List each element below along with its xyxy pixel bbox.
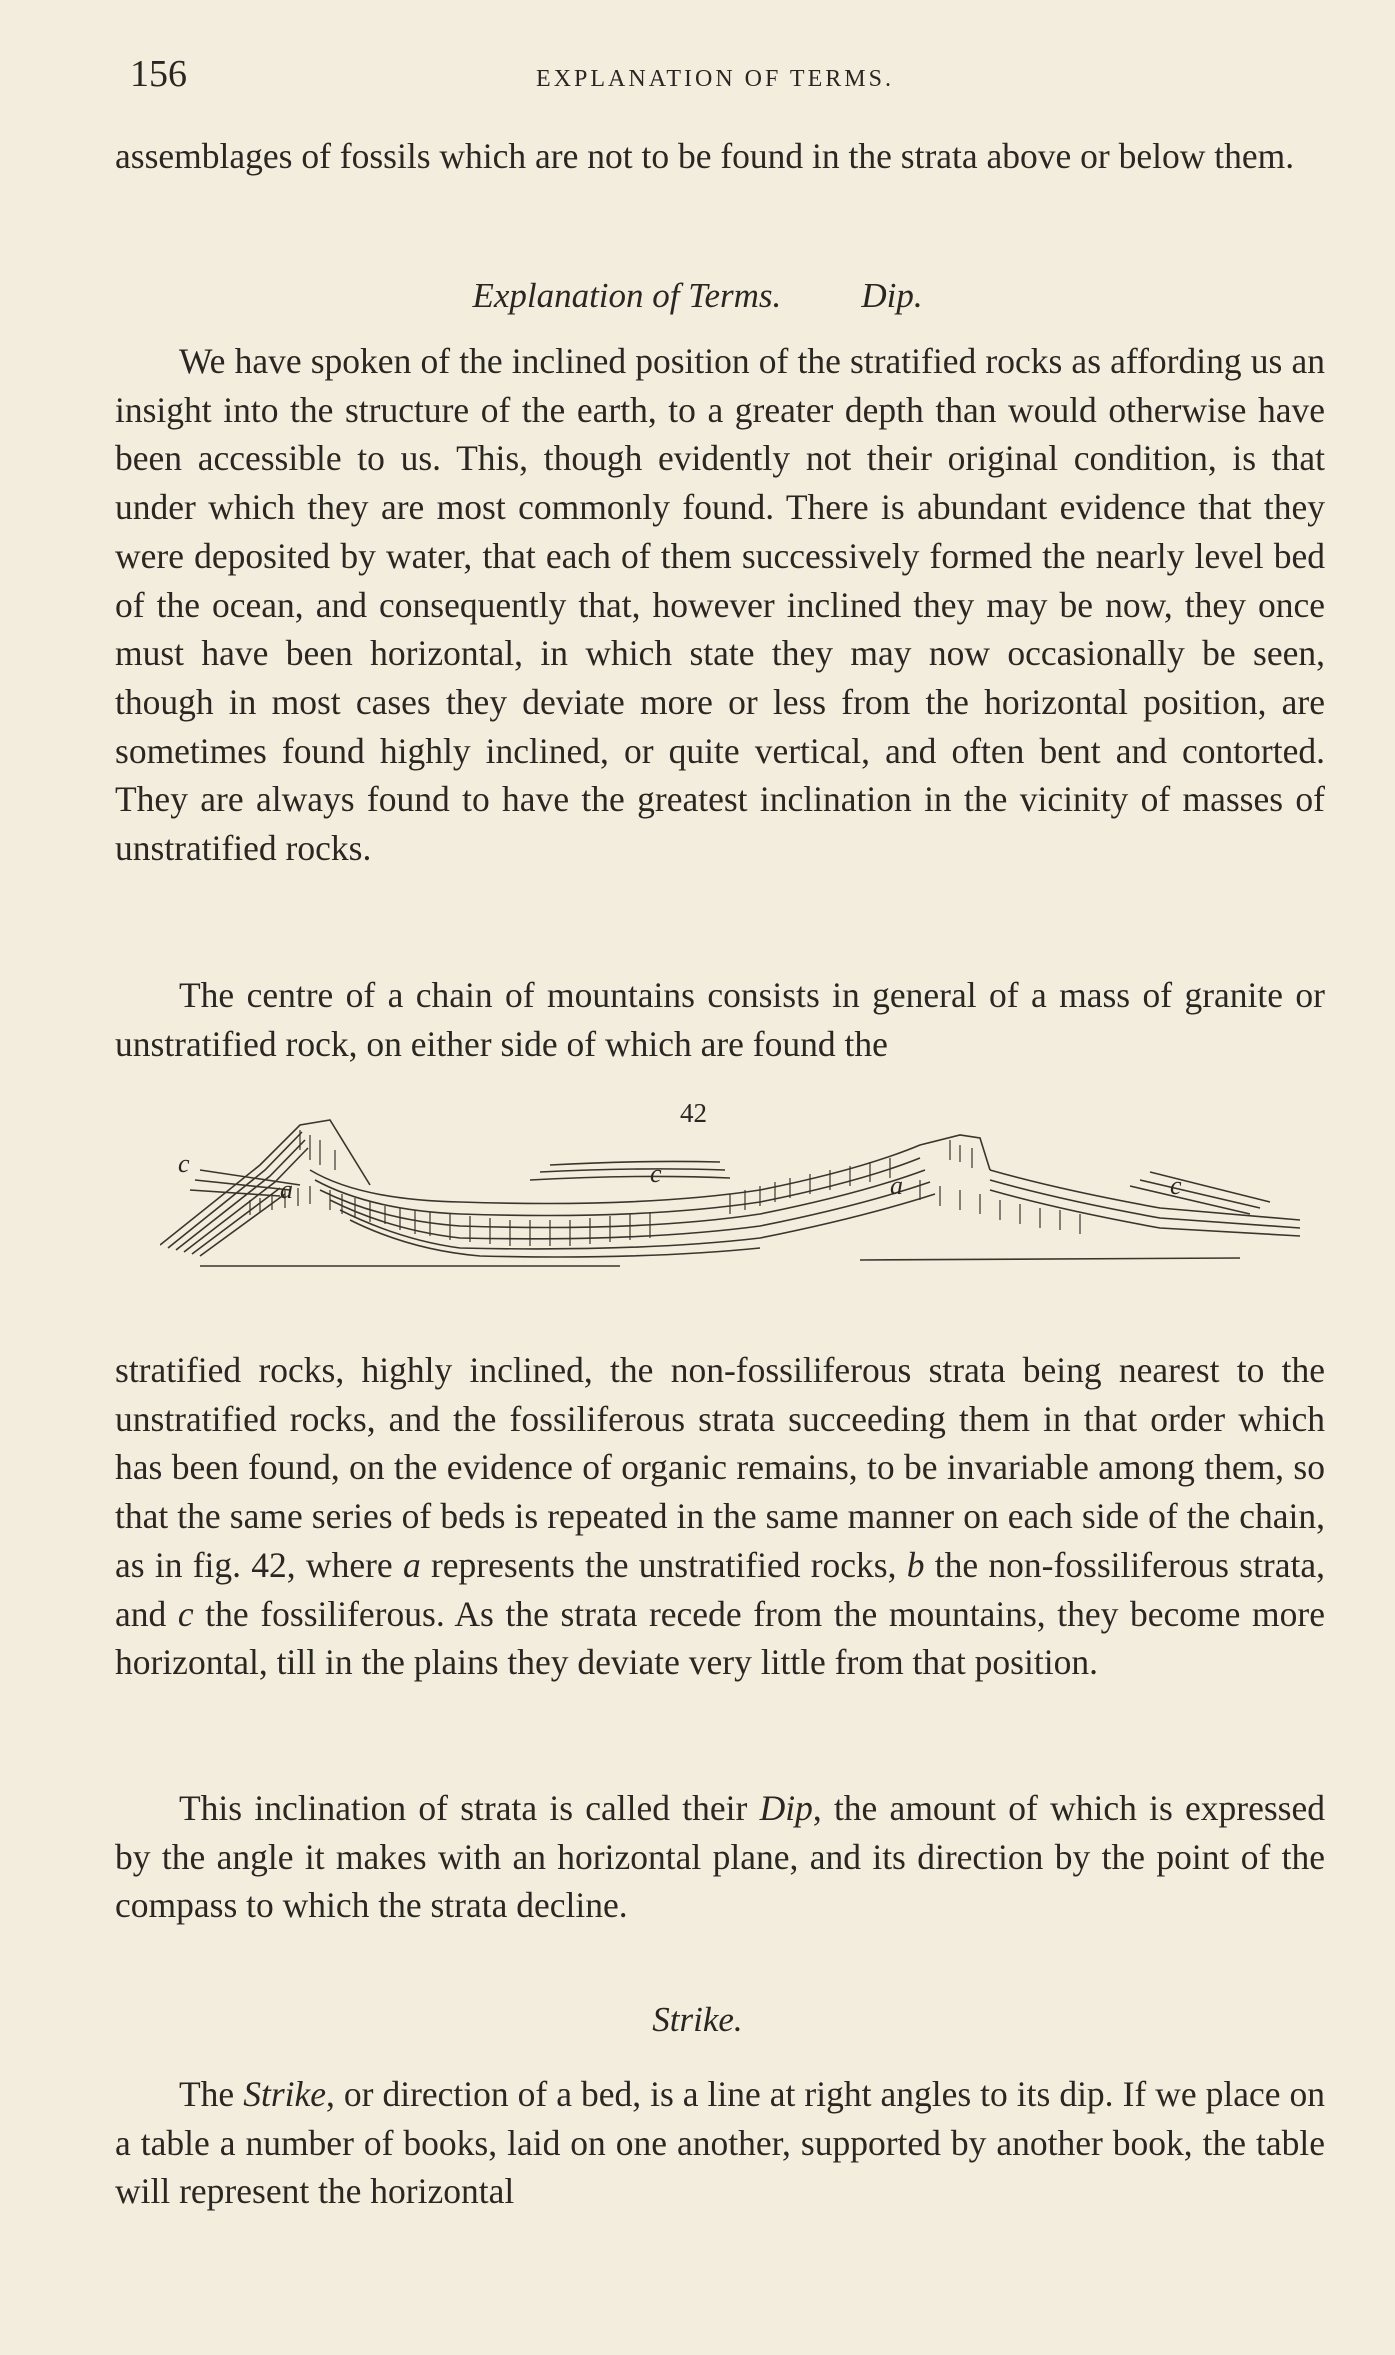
right-strata — [990, 1170, 1300, 1220]
label-b-italic: b — [906, 1544, 925, 1585]
figure-label-a-right: a — [890, 1171, 903, 1200]
dip-paragraph-2 — [115, 971, 1325, 1068]
dip-paragraph-3-text: stratified rocks, highly inclined, the non-fossiliferous strata being nearest to the unstratified rocks, and the fossiliferous strata succeeding them in that order which has been found, on the evidence of organic remains, to be invariable among them, so that the same series of beds is repeated in the same manner on each side of the chain, as in fig. 42, where a represents the unstratified rocks, b the non-fossiliferous strata, and c the fossiliferous. As the strata recede from the mountains, they become more horizontal, till in the plains they deviate very little from that position. — [115, 1350, 1325, 1683]
page-header — [130, 52, 1300, 102]
figure-label-c-left: c — [178, 1149, 190, 1178]
section-heading-dip — [0, 276, 1395, 316]
dip-paragraph-4-text: This inclination of strata is called their Dip, the amount of which is expressed by the angle it makes with an horizontal plane, and its direction by the point of the compass to which the strata decline. — [115, 1788, 1325, 1926]
dip-paragraph-3 — [115, 1346, 1325, 1687]
label-a-italic: a — [402, 1544, 421, 1585]
left-strata-outer — [160, 1120, 370, 1245]
dip-paragraph-1-text: We have spoken of the inclined position of the stratified rocks as affording us an insight into the structure of the earth, to a greater depth than would otherwise have been accessible to us. This, though evidently not their original condition, is that under which they are most commonly found. There is abundant evidence that they were deposited by water, that each of them successively formed the nearly level bed of the ocean, and consequently that, however inclined they may be now, they once must have been horizontal, in which state they may now occasionally be seen, though in most cases they deviate more or less from the horizontal position, are sometimes found highly inclined, or quite vertical, and often bent and contorted. They are always found to have the greatest inclination in the vicinity of masses of unstratified rocks. — [115, 341, 1325, 869]
dip-term-italic: Dip — [759, 1788, 813, 1828]
heading-dip-term: Dip. — [861, 276, 923, 315]
figure-label-c-center: c — [650, 1159, 662, 1188]
figure-label-c-right: c — [1170, 1171, 1182, 1200]
heading-explanation-of-terms: Explanation of Terms. — [472, 276, 782, 315]
dip-paragraph-4 — [115, 1784, 1325, 1930]
dip-paragraph-2-text: The centre of a chain of mountains consists in general of a mass of granite or unstratified rock, on either side of which are found the — [115, 975, 1325, 1064]
page-number: 156 — [130, 53, 187, 95]
strike-term-italic: Strike — [243, 2074, 327, 2114]
strike-paragraph-text: The Strike, or direction of a bed, is a line at right angles to its dip. If we place on a table a number of books, laid on one another, supported by another book, the table will represent the horizontal — [115, 2074, 1325, 2212]
figure-label-a-left: a — [280, 1175, 293, 1204]
intro-text: assemblages of fossils which are not to be found in the strata above or below them. — [115, 136, 1295, 176]
section-heading-strike: Strike. — [652, 2000, 743, 2039]
intro-paragraph — [115, 132, 1325, 181]
figure-number: 42 — [680, 1098, 707, 1128]
label-c-italic: c — [177, 1593, 194, 1634]
strike-paragraph — [115, 2070, 1325, 2216]
figure-42-strata-diagram — [160, 1090, 1300, 1330]
running-head: EXPLANATION OF TERMS. — [536, 66, 894, 92]
dip-paragraph-1 — [115, 337, 1325, 873]
